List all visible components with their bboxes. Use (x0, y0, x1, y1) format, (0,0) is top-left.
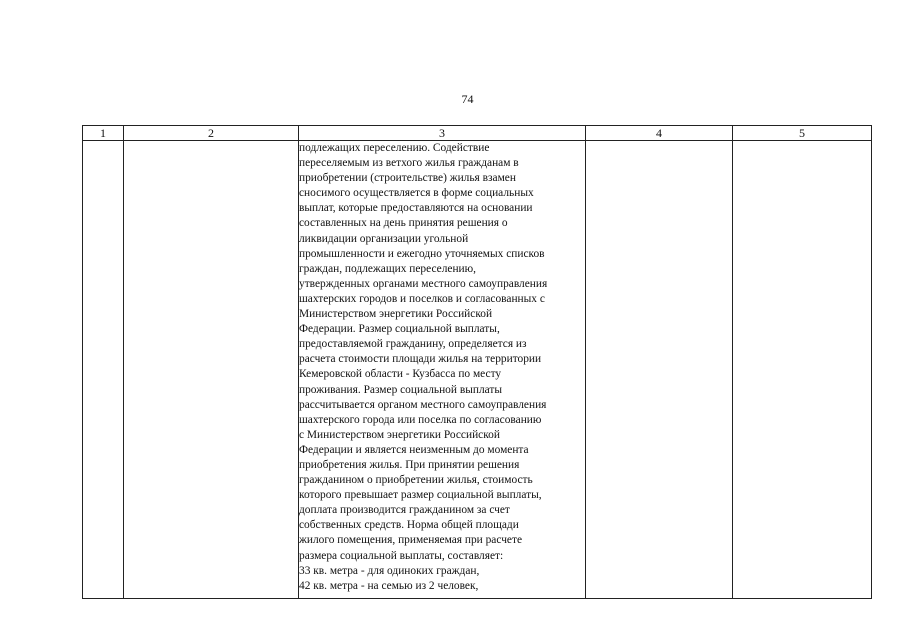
text-line: граждан, подлежащих переселению, (299, 262, 476, 275)
text-line: рассчитывается органом местного самоуправления (299, 398, 547, 411)
cell-col-3 (299, 141, 586, 599)
text-line: утвержденных органами местного самоуправления (299, 277, 548, 290)
text-line: с Министерством энергетики Российской (299, 428, 500, 441)
text-line: жилого помещения, применяемая при расчете (299, 534, 523, 547)
column-header-3: 3 (299, 126, 586, 141)
text-line: предоставляемой гражданину, определяется из (299, 338, 527, 351)
text-line: 33 кв. метра - для одиноких граждан, (299, 564, 480, 577)
column-header-4: 4 (586, 126, 733, 141)
text-line: размера социальной выплаты, составляет: (299, 549, 504, 562)
cell-text-block (299, 141, 585, 594)
cell-col-1 (83, 141, 124, 599)
text-line: приобретения жилья. При принятии решения (299, 458, 520, 471)
table-header-row (83, 126, 872, 141)
column-header-5: 5 (733, 126, 872, 141)
page-number: 74 (461, 92, 474, 106)
text-line: шахтерского города или поселка по согласованию (299, 413, 542, 426)
text-line: Федерации. Размер социальной выплаты, (299, 323, 500, 336)
text-line: сносимого осуществляется в форме социальных (299, 187, 534, 200)
text-line: Кемеровской области - Кузбасса по месту (299, 368, 502, 381)
text-line: приобретении (строительстве) жилья взамен (299, 172, 516, 185)
text-line: проживания. Размер социальной выплаты (299, 383, 503, 396)
text-line: гражданином о приобретении жилья, стоимость (299, 474, 533, 487)
text-line: 42 кв. метра - на семью из 2 человек, (299, 579, 479, 592)
text-line: ликвидации организации угольной (299, 232, 469, 245)
table-row (83, 141, 872, 599)
cell-col-4 (586, 141, 733, 599)
document-table (82, 125, 872, 599)
column-header-1: 1 (83, 126, 124, 141)
text-line: собственных средств. Норма общей площади (299, 519, 519, 532)
text-line: выплат, которые предоставляются на основании (299, 202, 533, 215)
column-header-2: 2 (124, 126, 299, 141)
text-line: Министерством энергетики Российской (299, 308, 493, 321)
text-line: промышленности и ежегодно уточняемых списков (299, 247, 545, 260)
text-line: доплата производится гражданином за счет (299, 504, 510, 517)
cell-col-5 (733, 141, 872, 599)
text-line: расчета стоимости площади жилья на территории (299, 353, 542, 366)
text-line: составленных на день принятия решения о (299, 217, 508, 230)
cell-col-2 (124, 141, 299, 599)
text-line: шахтерских городов и поселков и согласованных с (299, 292, 545, 305)
text-line: переселяемым из ветхого жилья гражданам в (299, 157, 519, 170)
text-line: которого превышает размер социальной выплаты, (299, 489, 542, 502)
text-line: Федерации и является неизменным до момента (299, 443, 529, 456)
text-line: подлежащих переселению. Содействие (299, 142, 490, 154)
